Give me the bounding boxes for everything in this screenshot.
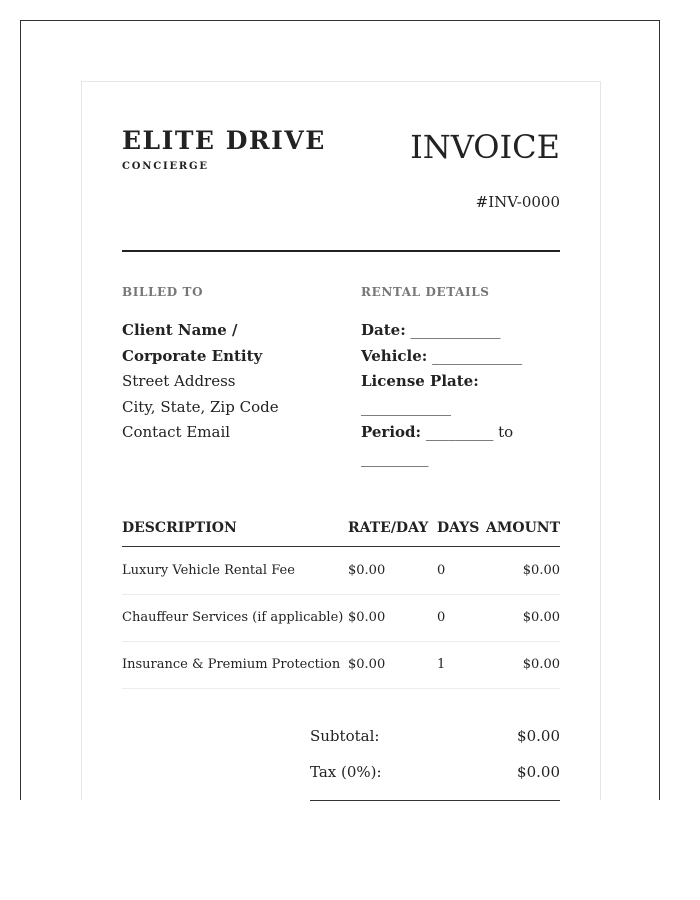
table-header-divider xyxy=(122,546,560,547)
column-header-rate: RATE/DAY xyxy=(348,520,429,536)
date-label: Date: xyxy=(361,321,406,339)
row-days: 0 xyxy=(437,563,446,578)
row-rate: $0.00 xyxy=(348,563,386,578)
rental-date-row xyxy=(361,318,571,344)
client-name-line1: Client Name / xyxy=(122,321,238,339)
contact-email: Contact Email xyxy=(122,423,231,441)
invoice-number: #INV-0000 xyxy=(475,193,560,211)
plate-label: License Plate: xyxy=(361,372,479,390)
billed-to-block xyxy=(122,318,342,446)
row-divider xyxy=(122,688,560,689)
invoice-title: INVOICE xyxy=(410,128,560,166)
row-amount: $0.00 xyxy=(522,563,560,578)
row-amount: $0.00 xyxy=(522,657,560,672)
totals-divider xyxy=(310,800,560,801)
row-description: Chauffeur Services (if applicable) xyxy=(122,610,344,625)
period-from-blank: _________ xyxy=(425,423,494,441)
rental-period-row xyxy=(361,420,571,446)
plate-blank: ____________ xyxy=(361,397,451,416)
vehicle-blank: ____________ xyxy=(432,346,523,365)
billed-to-label: BILLED TO xyxy=(122,285,204,299)
row-amount: $0.00 xyxy=(522,610,560,625)
period-to-blank: _________ xyxy=(361,448,429,467)
brand-subtitle: CONCIERGE xyxy=(122,161,209,172)
row-rate: $0.00 xyxy=(348,610,386,625)
header-divider xyxy=(122,250,560,252)
row-description: Luxury Vehicle Rental Fee xyxy=(122,563,295,578)
row-rate: $0.00 xyxy=(348,657,386,672)
subtotal-value: $0.00 xyxy=(517,727,560,745)
brand-name: ELITE DRIVE xyxy=(122,126,326,155)
client-name-line2: Corporate Entity xyxy=(122,346,263,365)
row-days: 0 xyxy=(437,610,446,625)
column-header-amount: AMOUNT xyxy=(486,520,560,536)
row-divider xyxy=(122,594,560,595)
subtotal-label: Subtotal: xyxy=(310,727,380,745)
tax-value: $0.00 xyxy=(517,763,560,781)
tax-label: Tax (0%): xyxy=(310,763,382,781)
rental-plate-row xyxy=(361,369,571,395)
rental-vehicle-row xyxy=(361,344,571,370)
period-to-word: to xyxy=(498,423,514,441)
row-days: 1 xyxy=(437,657,446,672)
vehicle-label: Vehicle: xyxy=(361,346,428,365)
column-header-description: DESCRIPTION xyxy=(122,520,237,536)
rental-details-block xyxy=(361,318,571,471)
street-address: Street Address xyxy=(122,372,236,390)
row-divider xyxy=(122,641,560,642)
period-label: Period: xyxy=(361,423,422,441)
rental-details-label: RENTAL DETAILS xyxy=(361,285,490,299)
city-state-zip: City, State, Zip Code xyxy=(122,397,279,416)
row-description: Insurance & Premium Protection xyxy=(122,657,341,672)
date-blank: ____________ xyxy=(410,321,501,339)
column-header-days: DAYS xyxy=(437,520,480,536)
